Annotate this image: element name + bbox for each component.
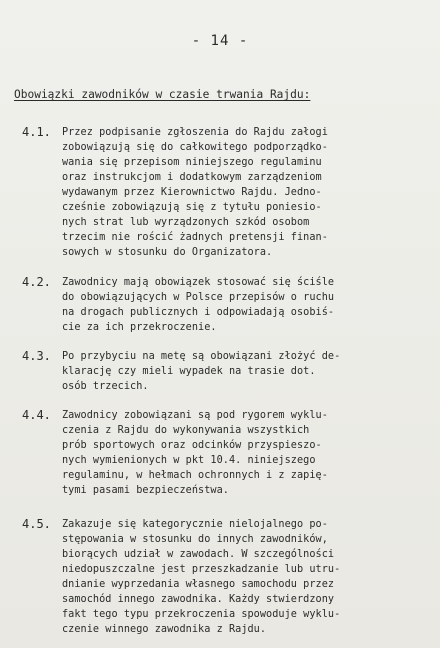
text-line: oraz instrukcjom i dodatkowym zarządzeniom <box>62 172 322 184</box>
text-line: trzecim nie rościć żadnych pretensji finan- <box>62 232 328 244</box>
text-line: Zawodnicy zobowiązani są pod rygorem wyklu- <box>62 410 328 421</box>
paragraph-text <box>62 517 434 637</box>
text-line: Zakazuje się kategorycznie nielojalnego po- <box>62 519 328 530</box>
text-line: fakt tego typu przekroczenia spowoduje wyklu- <box>62 609 341 621</box>
text-line: samochód innego zawodnika. Każdy stwierdzony <box>62 594 335 606</box>
text-line: czenie winnego zawodnika z Rajdu. <box>62 624 267 636</box>
text-line: osób trzecich. <box>62 381 149 393</box>
paragraph-number: 4.1. <box>22 125 51 139</box>
text-line: cześnie zobowiązują się z tytułu poniesio- <box>62 202 322 214</box>
text-line: stępowania w stosunku do innych zawodników, <box>62 534 328 546</box>
text-line: sowych w stosunku do Organizatora. <box>62 247 273 259</box>
text-line: dnianie wyprzedania własnego samochodu przez <box>62 579 335 591</box>
paragraph-number: 4.5. <box>22 517 51 531</box>
text-line: zobowiązują się do całkowitego podporządko- <box>62 142 328 154</box>
text-line: wania się przepisom niniejszego regulaminu <box>62 157 322 169</box>
paragraph-text <box>62 408 434 498</box>
paragraph-number: 4.3. <box>22 349 51 363</box>
text-line: Przez podpisanie zgłoszenia do Rajdu załogi <box>62 127 328 138</box>
text-line: cie za ich przekroczenie. <box>62 322 217 334</box>
text-line: czenia z Rajdu do wykonywania wszystkich <box>62 425 310 437</box>
text-line: regulaminu, w hełmach ochronnych i z zapię- <box>62 470 328 482</box>
text-line: Po przybyciu na metę są obowiązani złożyć de- <box>62 351 341 362</box>
section-heading: Obowiązki zawodników w czasie trwania Rajdu: <box>14 88 311 101</box>
paragraph-text <box>62 125 434 260</box>
text-line: Zawodnicy mają obowiązek stosować się ściśle <box>62 277 335 288</box>
text-line: klarację czy mieli wypadek na trasie dot. <box>62 366 316 378</box>
text-line: prób sportowych oraz odcinków przyspieszo- <box>62 440 322 452</box>
paragraph-number: 4.4. <box>22 408 51 422</box>
text-line: niedopuszczalne jest przeszkadzanie lub utru- <box>62 564 341 576</box>
paragraph-number: 4.2. <box>22 275 51 289</box>
text-line: nych wymienionych w pkt 10.4. niniejszego <box>62 455 316 467</box>
text-line: na drogach publicznych i odpowiadają osobiś- <box>62 307 335 319</box>
text-line: wydawanym przez Kierownictwo Rajdu. Jedno- <box>62 187 322 199</box>
paragraph-text <box>62 349 434 394</box>
text-line: nych strat lub wyrządzonych szkód osobom <box>62 217 310 229</box>
paragraph-text <box>62 275 434 335</box>
text-line: tymi pasami bezpieczeństwa. <box>62 485 229 497</box>
text-line: do obowiązujących w Polsce przepisów o ruchu <box>62 292 335 304</box>
page-number: - 14 - <box>191 33 249 49</box>
text-line: biorących udział w zawodach. W szczególności <box>62 549 335 561</box>
